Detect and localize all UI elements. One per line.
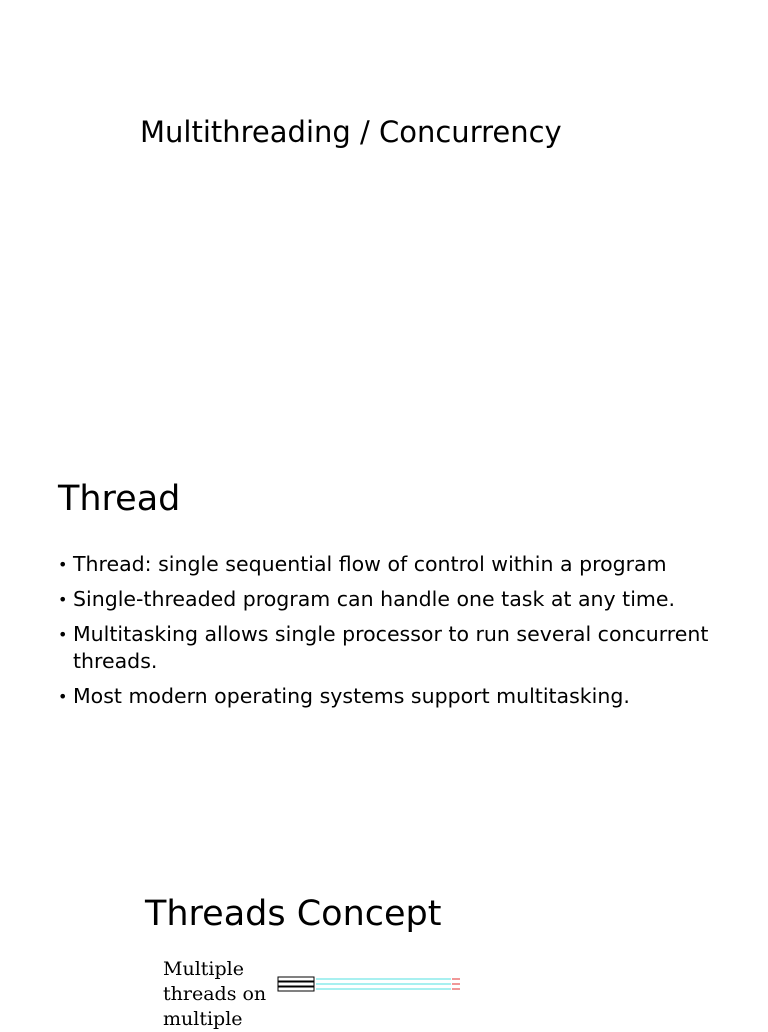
- bullet-item: [58, 621, 718, 675]
- slide-title: Multithreading / Concurrency: [140, 115, 562, 149]
- caption-line: multiple: [163, 1008, 243, 1030]
- thread-box: [278, 982, 314, 986]
- bullet-text: Most modern operating systems support multitasking.: [73, 684, 630, 708]
- bullet-item: [58, 683, 718, 710]
- caption-line: threads on: [163, 983, 267, 1005]
- bullet-icon: •: [58, 687, 68, 706]
- thread-bullet-list: [58, 551, 718, 718]
- diagram-caption: [163, 957, 273, 1032]
- threads-concept-heading: Threads Concept: [145, 894, 442, 934]
- bullet-text: Single-threaded program can handle one task at any time.: [73, 587, 675, 611]
- bullet-icon: •: [58, 625, 68, 644]
- thread-heading: Thread: [58, 479, 181, 519]
- bullet-item: [58, 551, 718, 578]
- bullet-icon: •: [58, 555, 68, 574]
- thread-box: [278, 977, 314, 981]
- bullet-icon: •: [58, 590, 68, 609]
- bullet-text: Multitasking allows single processor to run several concurrent threads.: [73, 622, 709, 673]
- threads-diagram: [276, 975, 466, 995]
- thread-row: [278, 977, 460, 981]
- thread-row: [278, 982, 460, 986]
- bullet-text: Thread: single sequential flow of control within a program: [73, 552, 667, 576]
- bullet-item: [58, 586, 718, 613]
- thread-box: [278, 987, 314, 991]
- caption-line: Multiple: [163, 958, 244, 980]
- thread-row: [278, 987, 460, 991]
